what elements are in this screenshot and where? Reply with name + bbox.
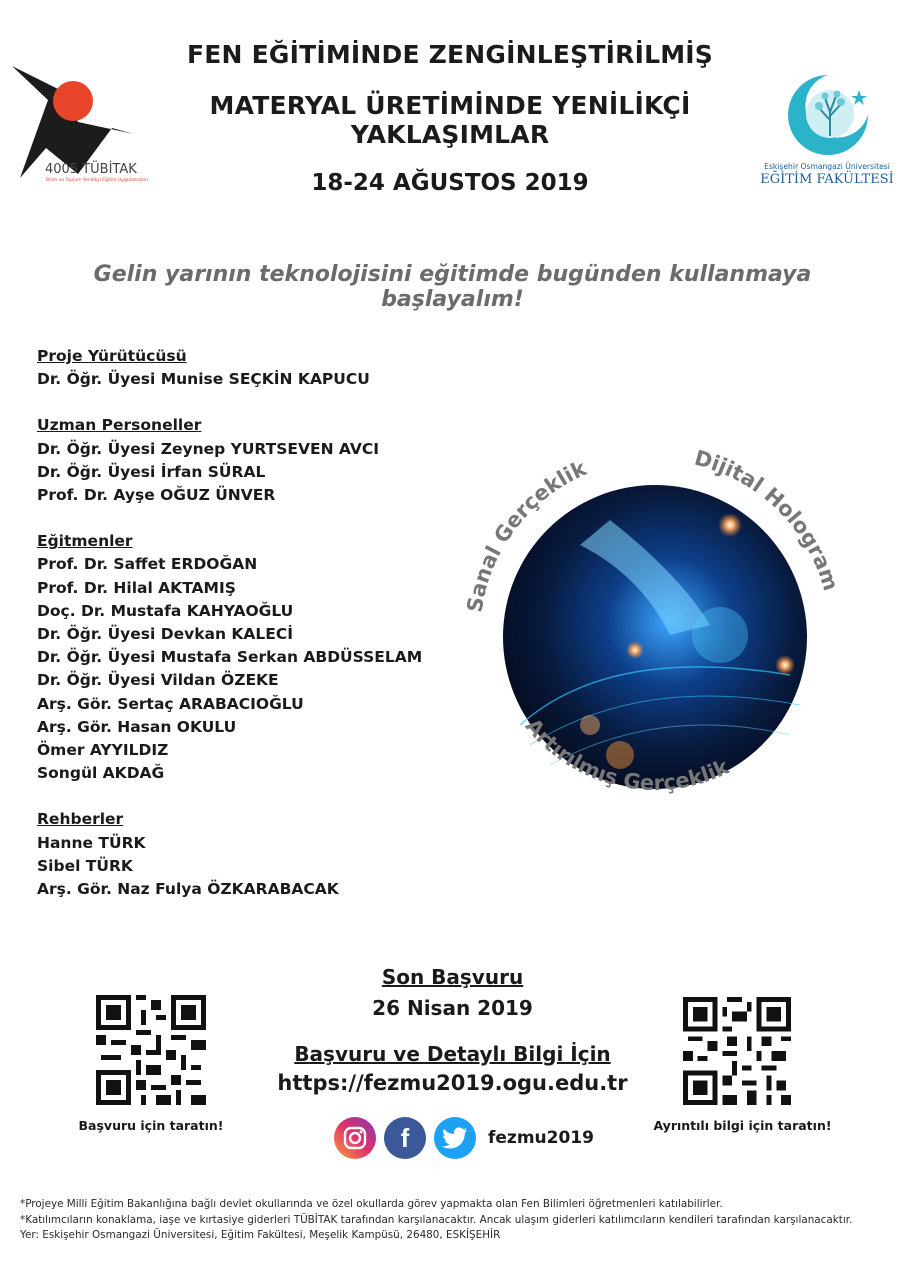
person-name: Dr. Öğr. Üyesi Zeynep YURTSEVEN AVCI (37, 439, 380, 458)
info-heading: Başvuru ve Detaylı Bilgi İçin (294, 1042, 611, 1066)
person-name: Arş. Gör. Naz Fulya ÖZKARABACAK (37, 880, 339, 899)
group-heading: Proje Yürütücüsü (37, 347, 187, 365)
footnote-eligibility: *Projeye Milli Eğitim Bakanlığına bağlı devlet okullarında ve özel okullarda görev yapmakta olan Fen Bilimleri öğretmenleri katılabilirler. (20, 1198, 723, 1210)
esogu-logo (783, 70, 873, 160)
person-name: Prof. Dr. Ayşe OĞUZ ÜNVER (37, 486, 276, 505)
group-trainers (37, 530, 457, 785)
technology-illustration (410, 425, 880, 865)
footnote-location: Yer: Eskişehir Osmangazi Üniversitesi, Eğitim Fakültesi, Meşelik Kampüsü, 26480, ESKİŞEHİR (20, 1229, 501, 1241)
social-handle: fezmu2019 (488, 1128, 594, 1148)
deadline-heading: Son Başvuru (381, 965, 524, 989)
group-project-lead (37, 345, 457, 391)
qr-code-icon (96, 995, 206, 1105)
event-dates: 18-24 AĞUSTOS 2019 (311, 170, 589, 196)
footnote-expenses: *Katılımcıların konaklama, iaşe ve kırtasiye giderleri TÜBİTAK tarafından karşılanacaktır. Ancak ulaşım giderleri katılımcıların kendileri tarafından karşılanacaktır. (20, 1213, 853, 1226)
tubitak-logo-name: 4005 TÜBİTAK (45, 162, 137, 177)
label-augmented-reality: Artırılmış Gerçeklik (520, 713, 733, 796)
person-name: Dr. Öğr. Üyesi Devkan KALECİ (37, 625, 294, 644)
label-virtual-reality: Sanal Gerçeklik (462, 456, 590, 614)
esogu-logo-university: Eskişehir Osmangazi Üniversitesi (764, 162, 890, 171)
slogan: Gelin yarının teknolojisini eğitimde bugünden kullanmaya başlayalım! (93, 262, 812, 312)
person-name: Sibel TÜRK (37, 856, 133, 875)
instagram-icon[interactable] (334, 1117, 376, 1159)
group-guides (37, 808, 457, 901)
person-name: Dr. Öğr. Üyesi Munise SEÇKİN KAPUCU (37, 370, 370, 389)
social-links (334, 1117, 594, 1159)
qr-code-icon (683, 997, 791, 1105)
person-name: Arş. Gör. Hasan OKULU (37, 717, 237, 736)
qr-code-details[interactable] (683, 997, 791, 1105)
tech-circle-graphic (410, 425, 880, 865)
person-name: Hanne TÜRK (37, 833, 146, 852)
title-line-1: FEN EĞİTİMİNDE ZENGİNLEŞTİRİLMİŞ (187, 40, 713, 69)
twitter-icon[interactable] (434, 1117, 476, 1159)
person-name: Dr. Öğr. Üyesi Mustafa Serkan ABDÜSSELAM (37, 648, 423, 667)
facebook-icon[interactable]: f (384, 1117, 426, 1159)
person-name: Arş. Gör. Sertaç ARABACIOĞLU (37, 694, 304, 713)
website-url[interactable]: https://fezmu2019.ogu.edu.tr (277, 1071, 628, 1095)
person-name: Dr. Öğr. Üyesi İrfan SÜRAL (37, 462, 266, 481)
deadline-date: 26 Nisan 2019 (372, 996, 533, 1020)
group-heading: Rehberler (37, 810, 124, 829)
person-name: Prof. Dr. Hilal AKTAMIŞ (37, 578, 236, 597)
person-name: Doç. Dr. Mustafa KAHYAOĞLU (37, 601, 294, 620)
qr-code-application[interactable] (96, 995, 206, 1105)
people-list (37, 345, 457, 924)
group-heading: Uzman Personeller (37, 416, 202, 435)
person-name: Ömer AYYILDIZ (37, 741, 169, 760)
label-digital-hologram: Dijital Hologram (691, 445, 844, 594)
footnotes (20, 1197, 900, 1244)
person-name: Songül AKDAĞ (37, 764, 165, 783)
group-experts (37, 414, 457, 507)
group-heading: Eğitmenler (37, 532, 133, 551)
qr-right-caption: Ayrıntılı bilgi için taratın! (653, 1118, 832, 1133)
person-name: Dr. Öğr. Üyesi Vildan ÖZEKE (37, 671, 279, 690)
tubitak-logo-subtitle: Bilim ve Toplum Yenilikçi Eğitim Uygulamaları (46, 178, 149, 183)
title-line-2: MATERYAL ÜRETİMİNDE YENİLİKÇİ YAKLAŞIMLAR (209, 91, 691, 149)
tree-emblem-icon (783, 70, 873, 160)
esogu-logo-faculty: EĞİTİM FAKÜLTESİ (760, 172, 894, 187)
qr-left-caption: Başvuru için taratın! (78, 1118, 224, 1133)
person-name: Prof. Dr. Saffet ERDOĞAN (37, 555, 258, 574)
